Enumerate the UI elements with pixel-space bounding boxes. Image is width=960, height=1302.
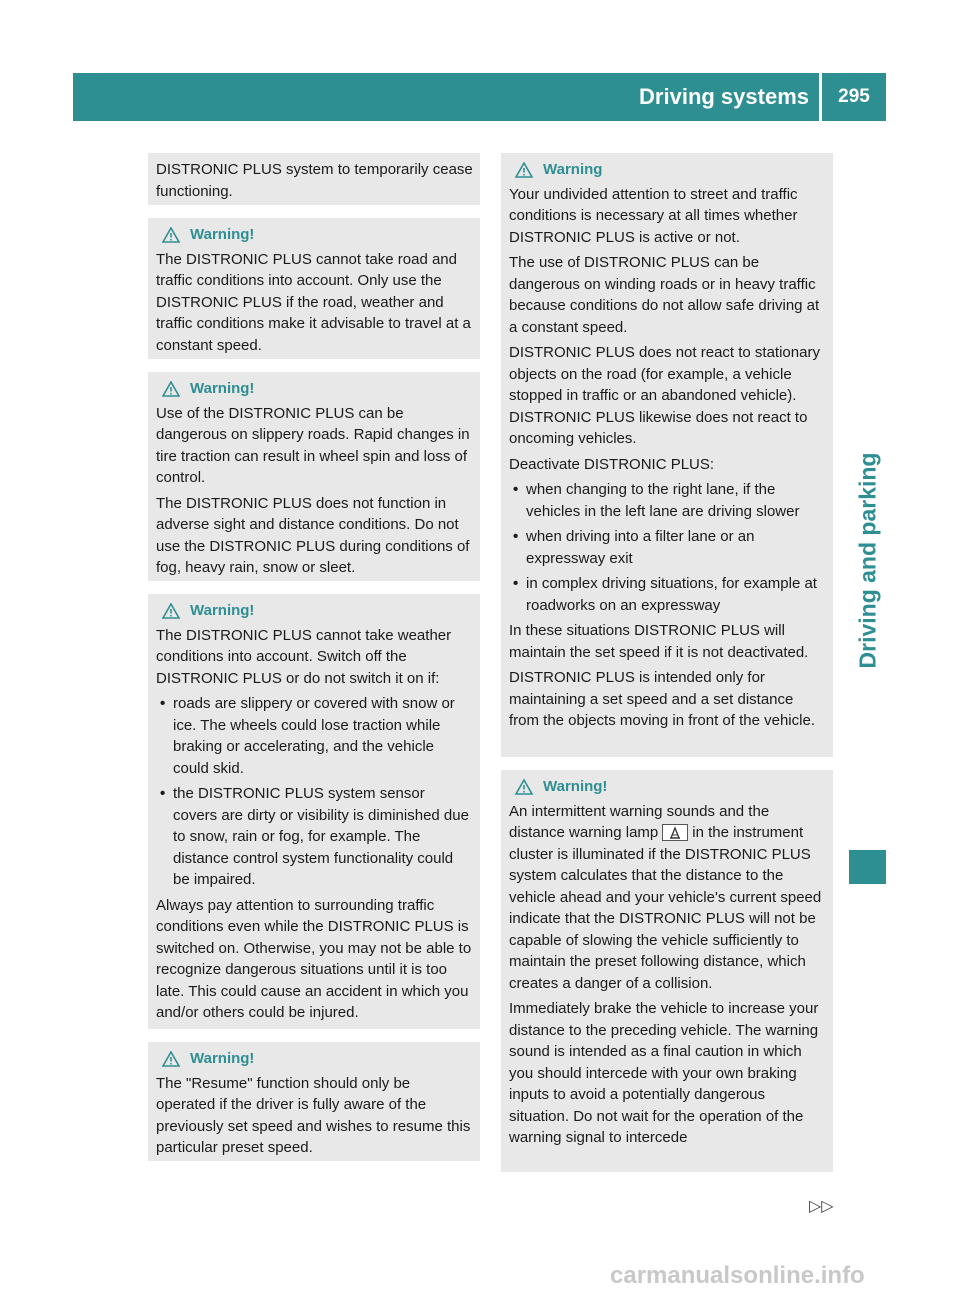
warning-box-road-conditions [148, 218, 480, 359]
warning-triangle-icon [515, 779, 533, 795]
warning-text: In these situations DISTRONIC PLUS will maintain the set speed if it is not deactivated. [509, 622, 809, 661]
bullet-list [156, 693, 473, 891]
list-item: • in complex driving situations, for example at roadworks on an expressway [509, 573, 826, 616]
chapter-tab [849, 300, 886, 820]
warning-title: Warning [509, 159, 826, 181]
warning-text: Immediately brake the vehicle to increase your distance to the preceding vehicle. The warning sound is intended as a final caution in which you should intercede with your own braking inputs to avoid a potentially dangerous situation. Do not wait for the operation of the warning signal to intercede [509, 1000, 819, 1146]
warning-text: Your undivided attention to street and traffic conditions is necessary at all times whether DISTRONIC PLUS is active or not. [509, 185, 798, 246]
warning-box-resume [148, 1042, 480, 1161]
list-item: • when changing to the right lane, if the vehicles in the left lane are driving slower [509, 479, 826, 522]
list-item: • roads are slippery or covered with snow or ice. The wheels could lose traction while braking or accelerating, and the vehicle could skid. [156, 693, 473, 779]
warning-text: Always pay attention to surrounding traffic conditions even while the DISTRONIC PLUS is switched on. Otherwise, you may not be able to recognize dangerous situations until it is too late. This could cause an accident in which you and/or others could be injured. [156, 896, 472, 1021]
continued-text-box [148, 153, 480, 205]
chapter-tab-label: Driving and parking [854, 452, 881, 668]
warning-triangle-icon [162, 227, 180, 243]
distance-warning-lamp-icon [662, 824, 688, 841]
continued-text: DISTRONIC PLUS system to temporarily cease functioning. [156, 161, 473, 200]
chapter-tab-marker [849, 850, 886, 884]
warning-text: The DISTRONIC PLUS cannot take weather conditions into account. Switch off the DISTRONIC PLUS or do not switch it on if: [156, 626, 452, 687]
warning-title: Warning! [509, 776, 826, 798]
warning-text: The "Resume" function should only be operated if the driver is fully aware of the previously set speed and wishes to resume this particular preset speed. [156, 1074, 471, 1156]
warning-box-distance-lamp [501, 770, 833, 1172]
warning-triangle-icon [162, 1051, 180, 1067]
warning-title: Warning! [156, 378, 473, 400]
page-number: 295 [838, 86, 870, 107]
warning-text: An intermittent warning sounds and the distance warning lamp in the instrument cluster is illuminated if the DISTRONIC PLUS system calculates that the distance to the vehicle ahead and your vehicle's current speed indicate that the DISTRONIC PLUS will not be capable of slowing the vehicle sufficiently to maintain the preset following distance, which creates a danger of a collision. [509, 802, 822, 992]
warning-text: Deactivate DISTRONIC PLUS: [509, 455, 715, 473]
continued-arrows-icon: ▷▷ [809, 1198, 834, 1215]
warning-triangle-icon [515, 162, 533, 178]
section-title: Driving systems [639, 73, 822, 121]
warning-box-slippery-roads [148, 372, 480, 581]
warning-triangle-icon [162, 603, 180, 619]
warning-title: Warning! [156, 1048, 473, 1070]
list-item: • when driving into a filter lane or an expressway exit [509, 526, 826, 569]
list-item: • the DISTRONIC PLUS system sensor covers are dirty or visibility is diminished due to snow, rain or fog, for example. The distance control system functionality could be impaired. [156, 783, 473, 891]
page-header [73, 73, 886, 121]
warning-title: Warning! [156, 224, 473, 246]
bullet-list [509, 479, 826, 616]
warning-text: The DISTRONIC PLUS cannot take road and traffic conditions into account. Only use the DISTRONIC PLUS if the road, weather and traffic conditions make it advisable to travel at a constant speed. [156, 250, 471, 354]
warning-box-weather [148, 594, 480, 1029]
warning-box-attention [501, 153, 833, 757]
watermark: carmanualsonline.info [610, 1262, 865, 1289]
warning-triangle-icon [162, 381, 180, 397]
warning-text: The DISTRONIC PLUS does not function in adverse sight and distance conditions. Do not use the DISTRONIC PLUS during conditions of fog, heavy rain, snow or sleet. [156, 494, 470, 576]
warning-title: Warning! [156, 600, 473, 622]
warning-text: DISTRONIC PLUS does not react to stationary objects on the road (for example, a vehicle stopped in traffic or an abandoned vehicle). DISTRONIC PLUS likewise does not react to oncoming vehicles. [509, 344, 820, 447]
warning-text: Use of the DISTRONIC PLUS can be dangerous on slippery roads. Rapid changes in tire traction can result in wheel spin and loss of control. [156, 404, 470, 486]
warning-text: DISTRONIC PLUS is intended only for maintaining a set speed and a set distance from the objects moving in front of the vehicle. [509, 669, 815, 729]
warning-text: The use of DISTRONIC PLUS can be dangerous on winding roads or in heavy traffic because conditions do not allow safe driving at a constant speed. [509, 254, 820, 336]
